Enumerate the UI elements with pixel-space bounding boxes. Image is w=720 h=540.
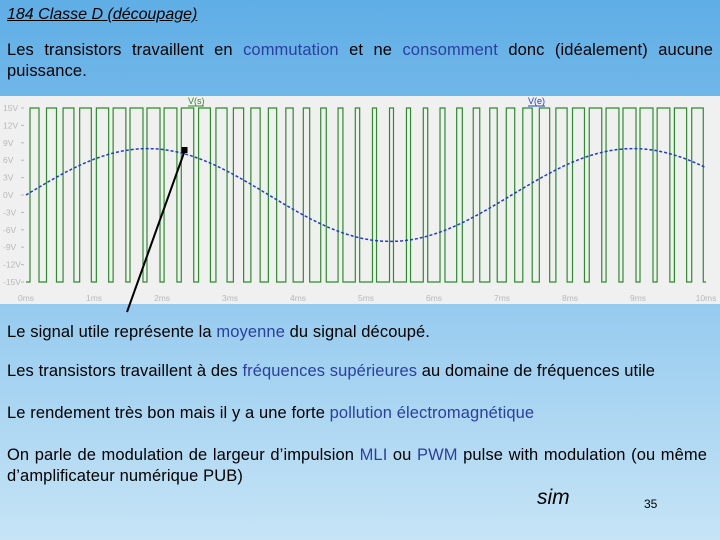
x-tick-label: 0ms xyxy=(17,293,35,303)
y-tick-label: 12V xyxy=(3,120,19,131)
page-number: 35 xyxy=(644,497,658,511)
x-tick-label: 9ms xyxy=(629,293,647,303)
bullet-efficiency: Le rendement très bon mais il y a une forte pollution électromagnétique xyxy=(7,404,535,422)
x-tick-label: 2ms xyxy=(153,293,171,303)
legend-vs: V(s) xyxy=(188,96,205,106)
x-tick-label: 4ms xyxy=(289,293,307,303)
y-tick-label: -12V xyxy=(3,259,21,270)
x-tick-label: 7ms xyxy=(493,293,511,303)
intro-paragraph: Les transistors travaillent en commutation et ne consomment donc (idéalement) aucune puissance. xyxy=(7,41,713,80)
y-tick-label: -9V xyxy=(3,242,17,253)
keyword-consomment: consomment xyxy=(402,41,498,59)
x-tick-label: 10ms xyxy=(695,293,717,303)
x-tick-label: 5ms xyxy=(357,293,375,303)
y-tick-label: -15V xyxy=(3,277,21,287)
y-tick-label: 3V xyxy=(3,172,14,183)
x-tick-label: 6ms xyxy=(425,293,443,303)
bullet-pwm: On parle de modulation de largeur d’impulsion MLI ou PWM pulse with modulation (ou même d’amplificateur numérique PUB) xyxy=(7,446,708,485)
bullet-frequencies: Les transistors travaillent à des fréquences supérieures au domaine de fréquences utile xyxy=(7,362,656,380)
slide-title: 184 Classe D (découpage) xyxy=(7,6,198,23)
keyword-commutation: commutation xyxy=(243,41,339,59)
sim-link[interactable]: sim xyxy=(537,486,570,509)
x-tick-label: 8ms xyxy=(561,293,579,303)
keyword-moyenne: moyenne xyxy=(216,323,285,341)
y-tick-label: 15V xyxy=(3,103,19,113)
legend-ve: V(e) xyxy=(528,96,546,106)
caption-paragraph: Le signal utile représente la moyenne du signal découpé. xyxy=(7,323,430,341)
y-tick-label: 0V xyxy=(3,190,14,200)
y-tick-label: 9V xyxy=(3,137,14,148)
y-tick-label: -3V xyxy=(3,207,17,218)
y-tick-label: -6V xyxy=(3,224,17,235)
x-tick-label: 3ms xyxy=(221,293,239,303)
y-tick-label: 6V xyxy=(3,155,14,166)
x-tick-label: 1ms xyxy=(85,293,103,303)
